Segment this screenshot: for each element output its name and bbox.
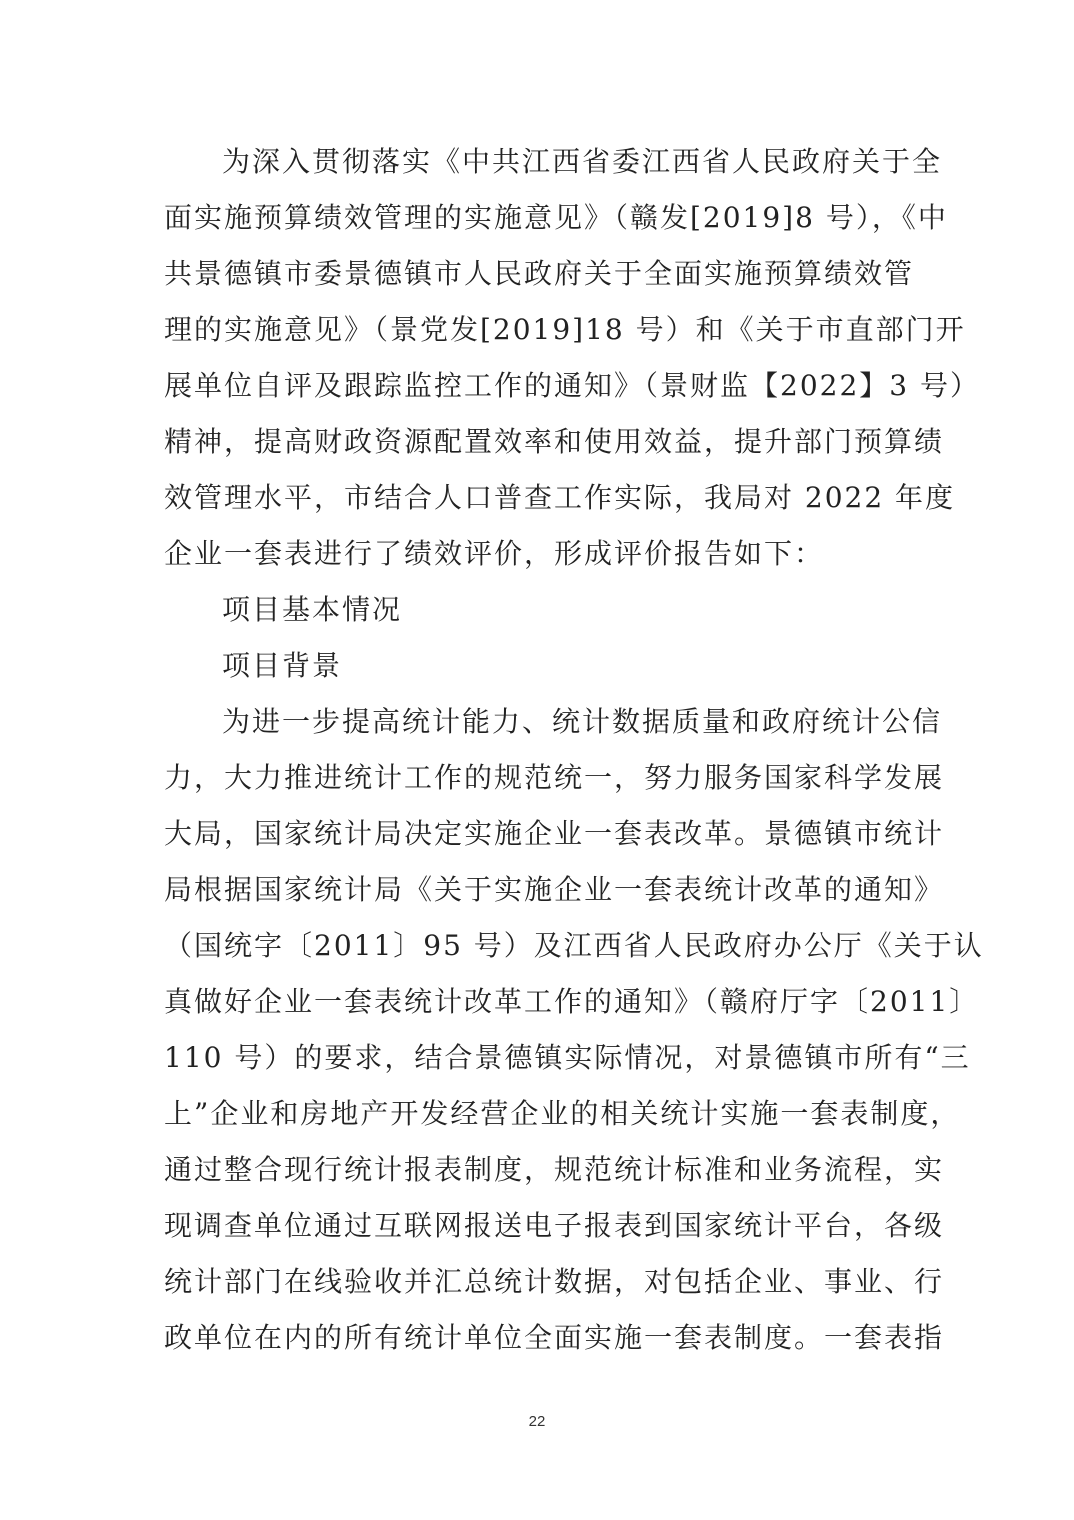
paragraph-intro-line: 共景德镇市委景德镇市人民政府关于全面实施预算绩效管 bbox=[164, 257, 915, 290]
paragraph-intro-line: 为深入贯彻落实《中共江西省委江西省人民政府关于全 bbox=[222, 145, 943, 178]
paragraph-background-line: 通过整合现行统计报表制度，规范统计标准和业务流程，实 bbox=[164, 1153, 945, 1186]
paragraph-background-line: 真做好企业一套表统计改革工作的通知》（赣府厅字〔2011〕 bbox=[164, 985, 980, 1018]
paragraph-intro-line: 效管理水平，市结合人口普查工作实际，我局对 2022 年度 bbox=[164, 481, 956, 514]
section-heading: 项目基本情况 bbox=[222, 593, 403, 626]
paragraph-intro-line: 企业一套表进行了绩效评价，形成评价报告如下： bbox=[164, 537, 825, 570]
paragraph-intro-line: 精神，提高财政资源配置效率和使用效益，提升部门预算绩 bbox=[164, 425, 945, 458]
paragraph-background-line: 力，大力推进统计工作的规范统一，努力服务国家科学发展 bbox=[164, 761, 945, 794]
paragraph-background-line: 上”企业和房地产开发经营企业的相关统计实施一套表制度， bbox=[164, 1097, 961, 1130]
paragraph-background-line: 局根据国家统计局《关于实施企业一套表统计改革的通知》 bbox=[164, 873, 945, 906]
paragraph-background-line: 110 号）的要求，结合景德镇实际情况，对景德镇市所有“三 bbox=[164, 1041, 971, 1074]
paragraph-background-line: 为进一步提高统计能力、统计数据质量和政府统计公信 bbox=[222, 705, 943, 738]
paragraph-background-line: 大局，国家统计局决定实施企业一套表改革。景德镇市统计 bbox=[164, 817, 945, 850]
paragraph-background-line: 现调查单位通过互联网报送电子报表到国家统计平台，各级 bbox=[164, 1209, 945, 1242]
body-text bbox=[164, 134, 984, 1366]
page-number: 22 bbox=[528, 1413, 546, 1430]
paragraph-background-line: 统计部门在线验收并汇总统计数据，对包括企业、事业、行 bbox=[164, 1265, 945, 1298]
paragraph-background-line: 政单位在内的所有统计单位全面实施一套表制度。一套表指 bbox=[164, 1321, 945, 1354]
paragraph-intro-line: 面实施预算绩效管理的实施意见》（赣发[2019]8 号），《中 bbox=[164, 201, 948, 234]
paragraph-background-line: （国统字〔2011〕95 号）及江西省人民政府办公厅《关于认 bbox=[164, 929, 984, 962]
paragraph-intro-line: 理的实施意见》（景党发[2019]18 号）和《关于市直部门开 bbox=[164, 313, 966, 346]
subsection-heading: 项目背景 bbox=[222, 649, 343, 682]
paragraph-intro-line: 展单位自评及跟踪监控工作的通知》（景财监【2022】3 号） bbox=[164, 369, 980, 402]
